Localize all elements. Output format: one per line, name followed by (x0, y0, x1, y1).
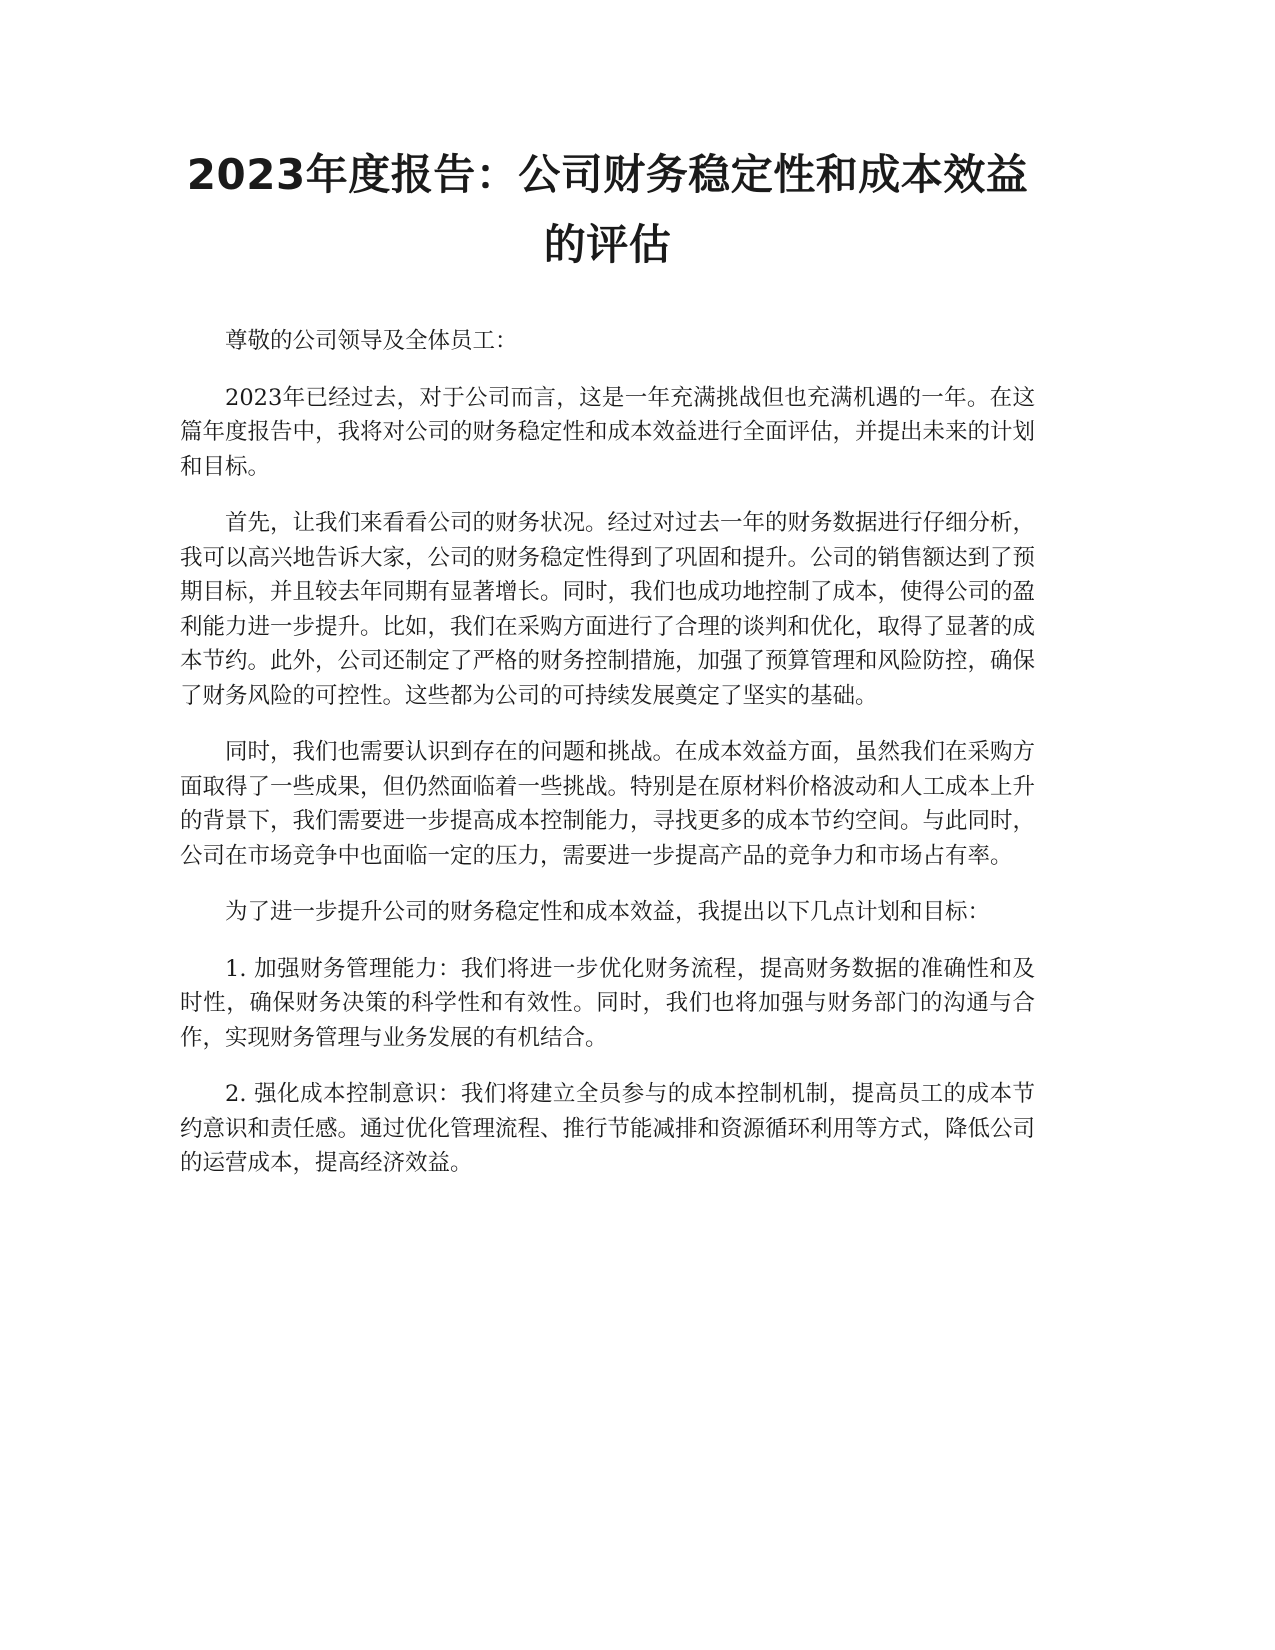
financial-status-paragraph: 首先，让我们来看看公司的财务状况。经过对过去一年的财务数据进行仔细分析，我可以高兴地告诉大家，公司的财务稳定性得到了巩固和提升。公司的销售额达到了预期目标，并且较去年同期有显著增长。同时，我们也成功地控制了成本，使得公司的盈利能力进一步提升。比如，我们在采购方面进行了合理的谈判和优化，取得了显著的成本节约。此外，公司还制定了严格的财务控制措施，加强了预算管理和风险防控，确保了财务风险的可控性。这些都为公司的可持续发展奠定了坚实的基础。 (180, 510, 1036, 709)
plans-intro-paragraph: 为了进一步提升公司的财务稳定性和成本效益，我提出以下几点计划和目标： (225, 899, 991, 925)
document-title: 2023年度报告：公司财务稳定性和成本效益的评估 (186, 150, 1029, 269)
salutation-paragraph: 尊敬的公司领导及全体员工： (225, 328, 518, 354)
plan-item-2: 2. 强化成本控制意识：我们将建立全员参与的成本控制机制，提高员工的成本节约意识和责任感。通过优化管理流程、推行节能减排和资源循环利用等方式，降低公司的运营成本，提高经济效益。 (180, 1081, 1036, 1176)
document-page (180, 140, 1035, 1203)
plan-item-1: 1. 加强财务管理能力：我们将进一步优化财务流程，提高财务数据的准确性和及时性，确保财务决策的科学性和有效性。同时，我们也将加强与财务部门的沟通与合作，实现财务管理与业务发展的有机结合。 (180, 955, 1035, 1051)
challenges-paragraph: 同时，我们也需要认识到存在的问题和挑战。在成本效益方面，虽然我们在采购方面取得了一些成果，但仍然面临着一些挑战。特别是在原材料价格波动和人工成本上升的背景下，我们需要进一步提高成本控制能力，寻找更多的成本节约空间。与此同时，公司在市场竞争中也面临一定的压力，需要进一步提高产品的竞争力和市场占有率。 (180, 739, 1036, 869)
intro-paragraph: 2023年已经过去，对于公司而言，这是一年充满挑战但也充满机遇的一年。在这篇年度报告中，我将对公司的财务稳定性和成本效益进行全面评估，并提出未来的计划和目标。 (180, 384, 1036, 480)
